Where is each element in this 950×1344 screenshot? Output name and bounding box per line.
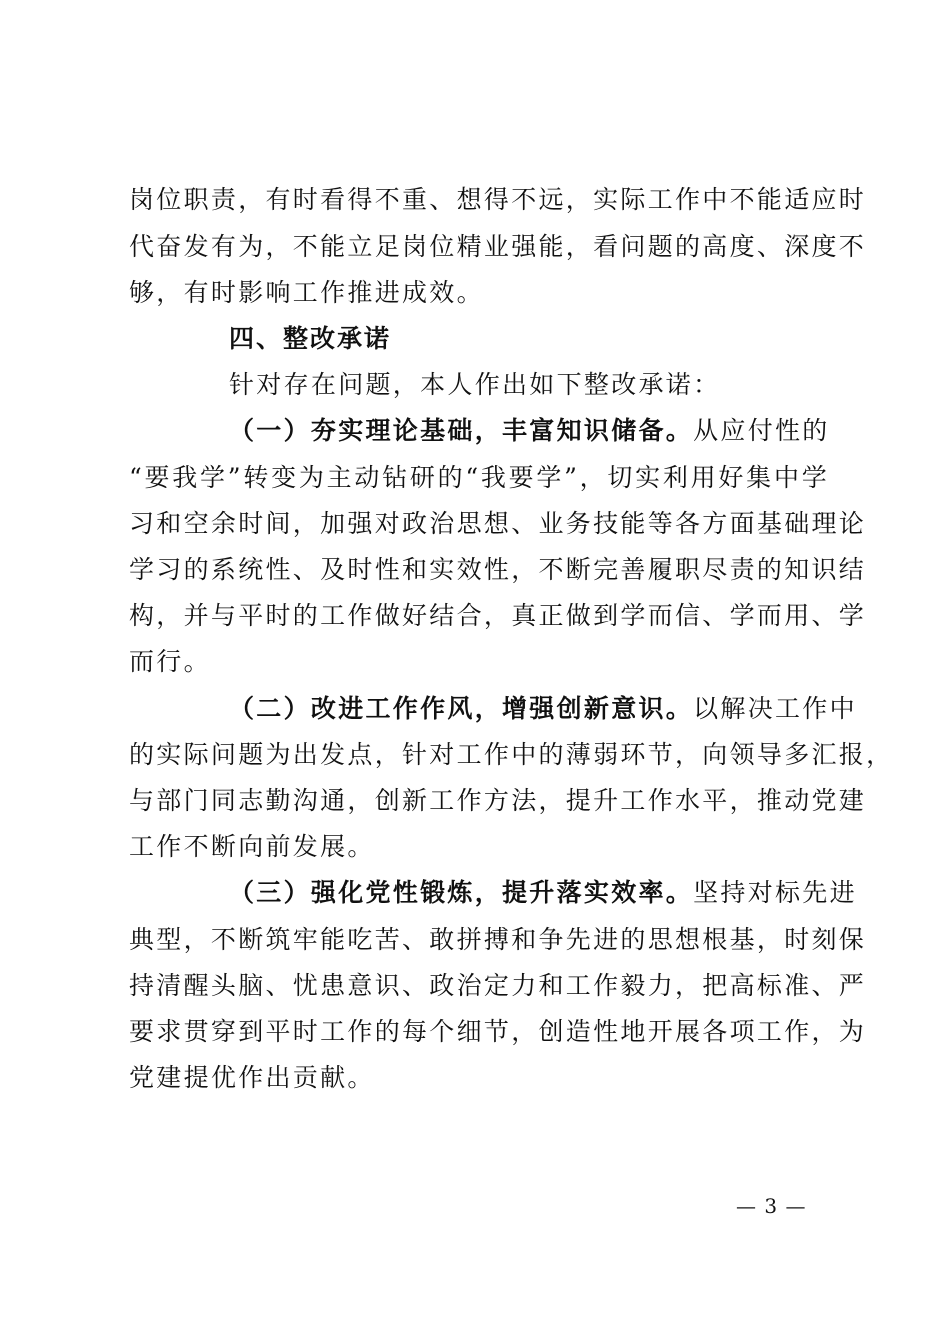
section-intro: 针对存在问题，本人作出如下整改承诺： [229,370,721,399]
paragraph-line: 与部门同志勤沟通，创新工作方法，提升工作水平，推动党建 [129,786,867,815]
item-one-first-line-text: 从应付性的 [693,416,830,445]
paragraph-line: 典型，不断筑牢能吃苦、敢拼搏和争先进的思想根基，时刻保 [129,925,867,954]
item-two-title: （二）改进工作作风，增强创新意识。 [229,694,694,723]
paragraph-line: 而行。 [129,647,211,676]
page-number: — 3 — [736,1194,807,1218]
item-three-title: （三）强化党性锻炼，提升落实效率。 [229,878,694,907]
paragraph-line: 代奋发有为，不能立足岗位精业强能，看问题的高度、深度不 [129,232,867,261]
item-two-first-line-text: 以解决工作中 [693,694,857,723]
paragraph-line: 学习的系统性、及时性和实效性，不断完善履职尽责的知识结 [129,555,867,584]
section-heading: 四、整改承诺 [229,324,392,353]
item-two-first-line [229,686,857,732]
paragraph-line: 构，并与平时的工作做好结合，真正做到学而信、学而用、学 [129,601,867,630]
item-one-title: （一）夯实理论基础，丰富知识储备。 [229,416,694,445]
paragraph-line: 岗位职责，有时看得不重、想得不远，实际工作中不能适应时 [129,185,867,214]
paragraph-line: 持清醒头脑、忧患意识、政治定力和工作毅力，把高标准、严 [129,971,867,1000]
paragraph-line: 工作不断向前发展。 [129,832,375,861]
paragraph-line: “要我学”转变为主动钻研的“我要学”，切实利用好集中学 [129,463,829,492]
item-three-first-line-text: 坚持对标先进 [693,878,857,907]
paragraph-line: 党建提优作出贡献。 [129,1063,375,1092]
paragraph-line: 要求贯穿到平时工作的每个细节，创造性地开展各项工作，为 [129,1017,867,1046]
item-one-first-line [229,408,829,454]
paragraph-line: 的实际问题为出发点，针对工作中的薄弱环节，向领导多汇报， [129,740,894,769]
item-three-first-line [229,870,857,916]
paragraph-line: 够，有时影响工作推进成效。 [129,278,484,307]
paragraph-line: 习和空余时间，加强对政治思想、业务技能等各方面基础理论 [129,509,867,538]
